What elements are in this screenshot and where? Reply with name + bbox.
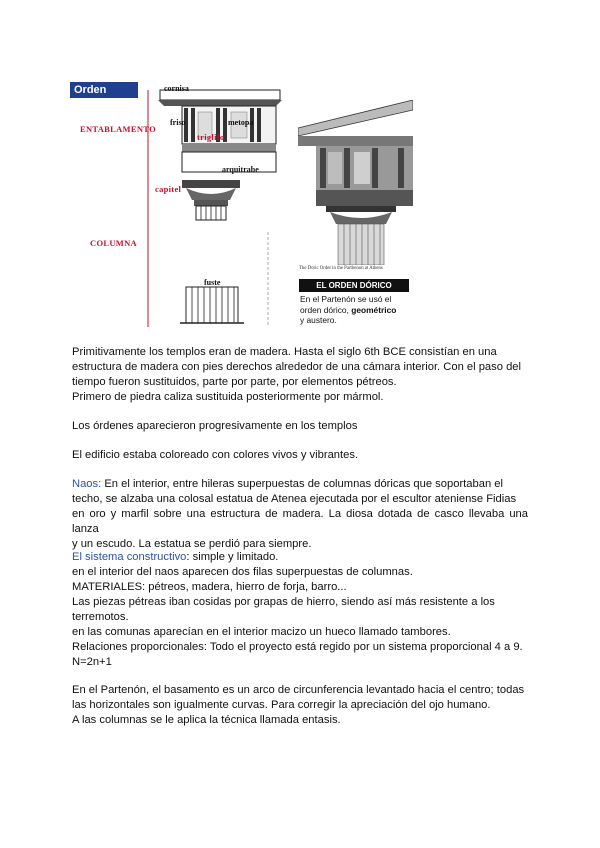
orden-badge: Orden: [70, 82, 138, 98]
sistema-label: El sistema constructivo: [72, 551, 187, 563]
text-line: [72, 550, 528, 565]
text-line: En el Partenón, el basamento es un arco de circunferencia levantado hacia el centro; todas: [72, 684, 525, 696]
label-cornisa: cornisa: [164, 84, 189, 93]
text-line: Relaciones proporcionales: Todo el proyecto está regido por un sistema proporcional 4 a 9.: [72, 641, 523, 653]
text-line: Las piezas pétreas iban cosidas por grapas de hierro, siendo así más resistente a los: [72, 596, 495, 608]
text-line: N=2n+1: [72, 656, 112, 668]
paragraph-partenon: [72, 683, 528, 728]
label-columna: COLUMNA: [90, 238, 137, 248]
label-entablamento: ENTABLAMENTO: [80, 124, 157, 134]
doric-caption-title: EL ORDEN DÓRICO: [299, 279, 409, 292]
paragraph-coloreado: El edificio estaba coloreado con colores vivos y vibrantes.: [72, 449, 359, 461]
text-line: en las comunas aparecían en el interior macizo un hueco llamado tambores.: [72, 626, 451, 638]
parthenon-doric-illustration: [298, 100, 413, 265]
text-line: estructura de madera con pies derechos alrededor de una cámara interior. Con el paso del: [72, 361, 522, 373]
paragraph-ordenes: Los órdenes aparecieron progresivamente en los templos: [72, 420, 358, 432]
label-fuste: fuste: [204, 278, 221, 287]
text-line: tiempo fueron sustituidos, parte por parte, por elementos pétreos.: [72, 376, 397, 388]
parthenon-corner-drawing: [298, 100, 413, 265]
label-metopa: metopa: [228, 118, 254, 127]
caption-line-1: En el Partenón se usó el: [300, 294, 392, 304]
caption-line-3: y austero.: [300, 315, 337, 325]
text-line: Primero de piedra caliza sustituida posteriormente por mármol.: [72, 391, 384, 403]
paragraph-sistema-constructivo: [72, 550, 528, 670]
paragraph-origins: [72, 345, 528, 405]
label-triglifo: triglifo: [197, 132, 225, 142]
sistema-rest: : simple y limitado.: [186, 551, 279, 563]
text-line: y un escudo. La estatua se perdió para siempre.: [72, 538, 312, 550]
label-capitel: capitel: [155, 184, 182, 194]
paragraph-naos: [72, 477, 528, 552]
caption-line-2: [300, 305, 410, 316]
text-line: techo, se alzaba una colosal estatua de Atenea ejecutada por el escultor ateniense Fidias: [72, 493, 517, 505]
text-line: terremotos.: [72, 611, 129, 623]
naos-first-line: En el interior, entre hileras superpuestas de columnas dóricas que soportaban el: [101, 478, 503, 490]
label-arquitrabe: arquitrabe: [222, 165, 259, 174]
text-line: [72, 477, 528, 492]
text-line: Primitivamente los templos eran de madera. Hasta el siglo 6th BCE consistían en una: [72, 346, 497, 358]
figure-small-caption: The Doric Order in the Parthenon at Athens: [299, 266, 383, 271]
doric-caption-text: [300, 294, 410, 326]
text-line: MATERIALES: pétreos, madera, hierro de forja, barro...: [72, 581, 347, 593]
text-line: A las columnas se le aplica la técnica llamada entasis.: [72, 714, 341, 726]
text-line: las horizontales son igualmente curvas. Para corregir la apreciación del ojo humano.: [72, 699, 491, 711]
text-line: en oro y marfil sobre una estructura de madera. La diosa dotada de casco llevaba una lanza: [72, 508, 528, 535]
text-line: en el interior del naos aparecen dos filas superpuestas de columnas.: [72, 566, 413, 578]
naos-label: Naos:: [72, 478, 102, 490]
caption-line-2-pre: orden dórico,: [300, 304, 352, 315]
label-friso: friso: [170, 118, 186, 127]
caption-line-2-bold: geométrico: [351, 304, 397, 315]
